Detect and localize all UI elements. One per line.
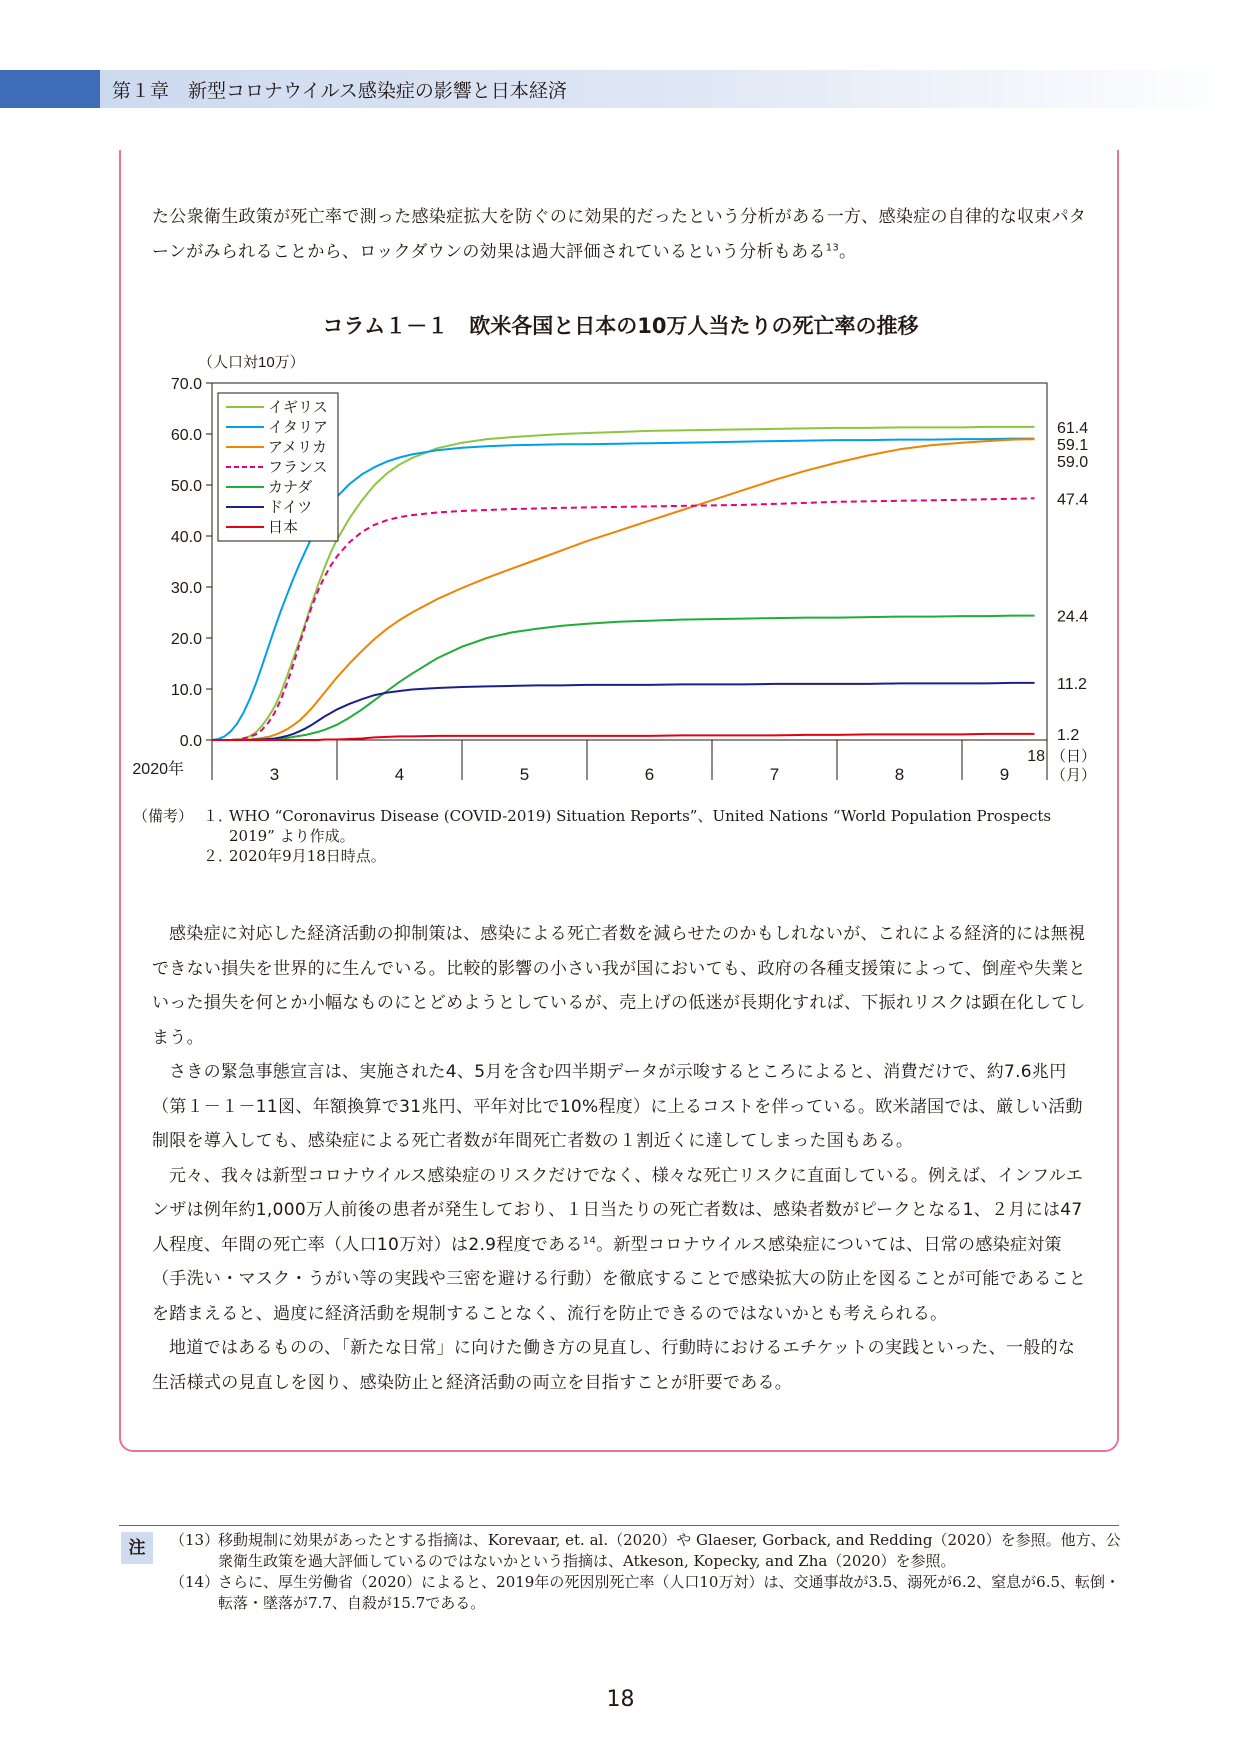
body-paragraph-3	[152, 1159, 1088, 1332]
footnote-badge: 注	[121, 1532, 153, 1564]
x-tick-label: 3	[269, 765, 280, 784]
footnote-divider	[119, 1525, 1119, 1526]
note-text: WHO “Coronavirus Disease (COVID-2019) Situation Reports”、United Nations “World Population Prospects 2019” より作成。	[229, 807, 1052, 845]
y-axis-label: （人口対10万）	[198, 354, 305, 371]
end-value-label: 47.4	[1057, 491, 1089, 509]
y-tick-label: 60.0	[170, 427, 202, 444]
body-paragraph-3b: 。新型コロナウイルス感染症については、日常の感染症対策（手洗い・マスク・うがい等の実践や三密を避ける行動）を徹底することで感染拡大の防止を図ることが可能であることを踏まえると、過度に経済活動を規制することなく、流行を防止できるのではないかとも考えられる。	[152, 1234, 1087, 1324]
footnote-number-13: （13）	[170, 1531, 220, 1549]
legend-label: アメリカ	[268, 439, 327, 456]
footnote-text-14: さらに、厚生労働省（2020）によると、2019年の死因別死亡率（人口10万対）は、交通事故が3.5、溺死が6.2、窒息が6.5、転倒・転落・墜落が7.7、自殺が15.7である。	[218, 1573, 1121, 1612]
chart-notes	[133, 806, 1093, 866]
body-paragraph-4: 地道ではあるものの、「新たな日常」に向けた働き方の見直し、行動時におけるエチケットの実践といった、一般的な生活様式の見直しを図り、感染防止と経済活動の両立を目指すことが肝要である。	[152, 1338, 1076, 1393]
death-rate-chart	[130, 345, 1110, 795]
x-tick-label: 8	[894, 765, 905, 784]
legend-label: カナダ	[268, 479, 313, 496]
page-number: 18	[606, 1687, 635, 1712]
y-tick-label: 20.0	[170, 631, 202, 648]
y-tick-label: 50.0	[170, 478, 202, 495]
chapter-number: 第１章	[112, 80, 170, 102]
notes-label: （備考）	[133, 807, 194, 825]
legend-label: イタリア	[268, 419, 329, 436]
y-tick-label: 0.0	[179, 733, 202, 750]
footnote-ref-14[interactable]: 14	[582, 1234, 597, 1246]
chapter-header	[112, 76, 567, 103]
note-number: ２．	[203, 847, 234, 865]
series-line	[212, 683, 1035, 740]
x-tick-label: 6	[644, 765, 655, 784]
y-tick-label: 10.0	[170, 682, 202, 699]
end-value-label: 1.2	[1057, 726, 1080, 744]
body-paragraph-1: 感染症に対応した経済活動の抑制策は、感染による死亡者数を減らせたのかもしれないが、これによる経済的には無視できない損失を世界的に生んでいる。比較的影響の小さい我が国においても、政府の各種支援策によって、倒産や失業といった損失を何とか小幅なものにとどめようとしているが、売上げの低迷が長期化すれば、下振れリスクは顕在化してしまう。	[152, 924, 1086, 1048]
body-paragraph-3a: 元々、我々は新型コロナウイルス感染症のリスクだけでなく、様々な死亡リスクに直面している。例えば、インフルエンザは例年約1,000万人前後の患者が発生しており、１日当たりの死亡者数は、感染者数がピークとなる1、２月には47人程度、年間の死亡率（人口10万対）は2.9程度である	[152, 1165, 1084, 1255]
series-line	[212, 734, 1035, 740]
body-text	[152, 917, 1088, 1400]
footnote-number-14: （14）	[170, 1573, 220, 1591]
end-value-label: 59.0	[1057, 453, 1089, 471]
end-value-label: 59.1	[1057, 436, 1089, 454]
y-tick-label: 30.0	[170, 580, 202, 597]
x-tick-label: 9	[999, 765, 1010, 784]
chapter-title: 新型コロナウイルス感染症の影響と日本経済	[188, 80, 567, 102]
intro-end: 。	[839, 241, 857, 262]
note-text: 2020年9月18日時点。	[229, 847, 386, 865]
intro-paragraph	[152, 200, 1088, 269]
legend-label: イギリス	[268, 399, 328, 416]
end-value-label: 61.4	[1057, 419, 1089, 437]
x-day-label: 18	[1027, 748, 1045, 765]
legend-label: フランス	[268, 459, 328, 476]
note-number: １．	[203, 807, 234, 825]
legend-label: 日本	[268, 519, 299, 536]
end-value-label: 24.4	[1057, 608, 1089, 626]
intro-text: た公衆衛生政策が死亡率で測った感染症拡大を防ぐのに効果的だったという分析がある一方、感染症の自律的な収束パターンがみられることから、ロックダウンの効果は過大評価されているという分析もある	[152, 207, 1087, 262]
x-tick-label: 4	[394, 765, 405, 784]
y-tick-label: 40.0	[170, 529, 202, 546]
footnote-ref-13[interactable]: 13	[825, 241, 840, 253]
chapter-header-tab	[0, 70, 100, 108]
x-tick-label: 7	[769, 765, 780, 784]
x-day-unit: （日）	[1051, 748, 1097, 765]
x-year-label: 2020年	[132, 761, 184, 778]
end-value-label: 11.2	[1057, 675, 1087, 693]
x-month-unit: （月）	[1051, 767, 1097, 784]
body-paragraph-2: さきの緊急事態宣言は、実施された4、5月を含む四半期データが示唆するところによると、消費だけで、約7.6兆円（第１－１－11図、年額換算で31兆円、平年対比で10%程度）に上るコストを伴っている。欧米諸国では、厳しい活動制限を導入しても、感染症による死亡者数が年間死亡者数の１割近くに達してしまった国もある。	[152, 1062, 1083, 1151]
legend-label: ドイツ	[268, 499, 313, 516]
footnote-text-13: 移動規制に効果があったとする指摘は、Korevaar, et. al.（2020）や Glaeser, Gorback, and Redding（2020）を参照。他方、公衆衛生政策を過大評価しているのではないかという指摘は、Atkeson, Kopecky, and Zha（2020）を参照。	[218, 1531, 1121, 1570]
x-tick-label: 5	[519, 765, 530, 784]
chart-title: コラム１－１ 欧米各国と日本の10万人当たりの死亡率の推移	[322, 314, 919, 338]
footnotes	[170, 1530, 1125, 1614]
y-tick-label: 70.0	[170, 376, 202, 393]
